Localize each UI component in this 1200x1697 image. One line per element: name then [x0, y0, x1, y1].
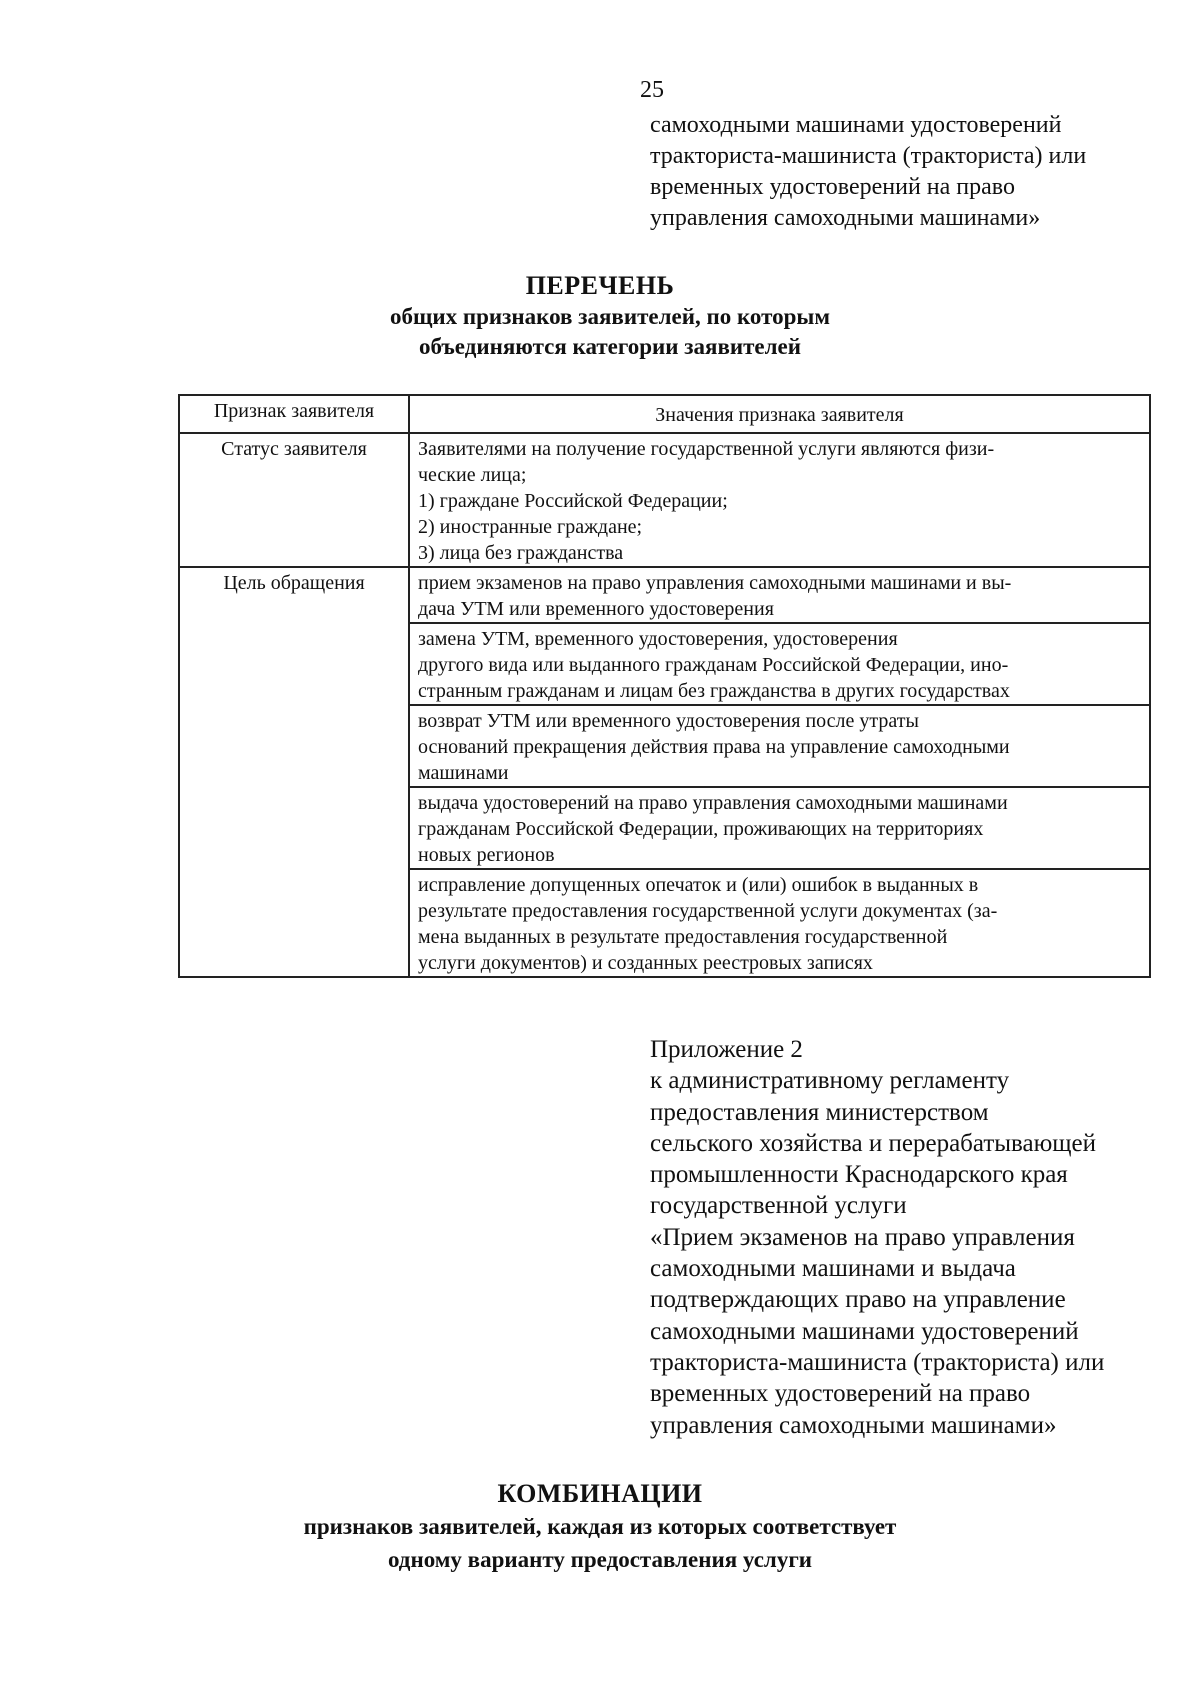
- combinations-subtitle-line: одному варианту предоставления услуги: [387, 1547, 813, 1572]
- list-title: ПЕРЕЧЕНЬ: [525, 271, 675, 300]
- value-status: [409, 433, 1150, 567]
- appendix-line: самоходными машинами и выдача: [650, 1255, 1016, 1283]
- value-line: услуги документов) и созданных реестровых записях: [418, 952, 873, 974]
- value-line: 2) иностранные граждане;: [418, 516, 643, 538]
- value-line: новых регионов: [418, 844, 555, 866]
- value-line: машинами: [418, 762, 509, 784]
- combinations-subtitle-line: признаков заявителей, каждая из которых соответствует: [303, 1514, 897, 1539]
- appendix-line: временных удостоверений на право: [650, 1380, 1031, 1408]
- value-line: 1) граждане Российской Федерации;: [418, 490, 728, 512]
- value-line: оснований прекращения действия права на управление самоходными: [418, 736, 1010, 758]
- combinations-title-block: [0, 1478, 1200, 1576]
- value-line: другого вида или выданного гражданам Российской Федерации, ино-: [418, 654, 1009, 676]
- header-line: управления самоходными машинами»: [650, 205, 1041, 231]
- table-header-row: [179, 395, 1150, 433]
- combinations-title: КОМБИНАЦИИ: [497, 1479, 703, 1508]
- value-line: ческие лица;: [418, 464, 527, 486]
- value-purpose-correction: [409, 869, 1150, 977]
- header-line: самоходными машинами удостоверений: [650, 112, 1062, 138]
- value-line: 3) лица без гражданства: [418, 542, 624, 564]
- value-purpose-exam: [409, 567, 1150, 623]
- value-line: Заявителями на получение государственной услуги являются физи-: [418, 438, 995, 460]
- appendix-line: «Прием экзаменов на право управления: [650, 1223, 1075, 1251]
- value-line: гражданам Российской Федерации, проживающих на территориях: [418, 818, 984, 840]
- value-line: прием экзаменов на право управления самоходными машинами и вы-: [418, 572, 1012, 594]
- value-line: мена выданных в результате предоставления государственной: [418, 926, 948, 948]
- value-purpose-replacement: [409, 623, 1150, 705]
- page-number: 25: [640, 77, 664, 103]
- value-line: странным гражданам и лицам без гражданства в других государствах: [418, 680, 1010, 702]
- header-line: временных удостоверений на право: [650, 174, 1015, 200]
- value-line: результате предоставления государственной услуги документах (за-: [418, 900, 998, 922]
- list-subtitle-line: общих признаков заявителей, по которым: [389, 304, 831, 329]
- list-title-block: [0, 270, 1200, 362]
- table-row-status: [179, 433, 1150, 567]
- header-attribute: Признак заявителя: [179, 395, 409, 433]
- value-line: возврат УТМ или временного удостоверения после утраты: [418, 710, 919, 732]
- appendix-line: промышленности Краснодарского края: [650, 1161, 1068, 1189]
- list-subtitle-line: объединяются категории заявителей: [418, 334, 802, 359]
- attribute-status: Статус заявителя: [179, 433, 409, 567]
- appendix-line: к административному регламенту: [650, 1067, 1010, 1095]
- attribute-purpose: Цель обращения: [179, 567, 409, 977]
- appendix-line: предоставления министерством: [650, 1098, 989, 1126]
- previous-appendix-header-tail: [650, 110, 1086, 234]
- appendix-line: сельского хозяйства и перерабатывающей: [650, 1129, 1097, 1157]
- value-purpose-new-regions: [409, 787, 1150, 869]
- appendix-line: подтверждающих право на управление: [650, 1286, 1066, 1314]
- value-line: исправление допущенных опечаток и (или) ошибок в выданных в: [418, 874, 979, 896]
- value-line: выдача удостоверений на право управления самоходными машинами: [418, 792, 1008, 814]
- value-line: дача УТМ или временного удостоверения: [418, 598, 774, 620]
- value-line: замена УТМ, временного удостоверения, удостоверения: [418, 628, 898, 650]
- criteria-table: [178, 394, 1151, 978]
- appendix-line: самоходными машинами удостоверений: [650, 1317, 1079, 1345]
- appendix-line: Приложение 2: [650, 1036, 803, 1063]
- header-line: тракториста-машиниста (тракториста) или: [650, 143, 1087, 169]
- appendix-line: управления самоходными машинами»: [650, 1411, 1057, 1439]
- value-purpose-return: [409, 705, 1150, 787]
- table-row-purpose: [179, 567, 1150, 623]
- appendix-2-header: [650, 1034, 1104, 1441]
- header-values: Значения признака заявителя: [409, 395, 1150, 433]
- appendix-line: государственной услуги: [650, 1192, 907, 1220]
- appendix-line: тракториста-машиниста (тракториста) или: [650, 1348, 1105, 1376]
- criteria-table-container: [178, 394, 1151, 978]
